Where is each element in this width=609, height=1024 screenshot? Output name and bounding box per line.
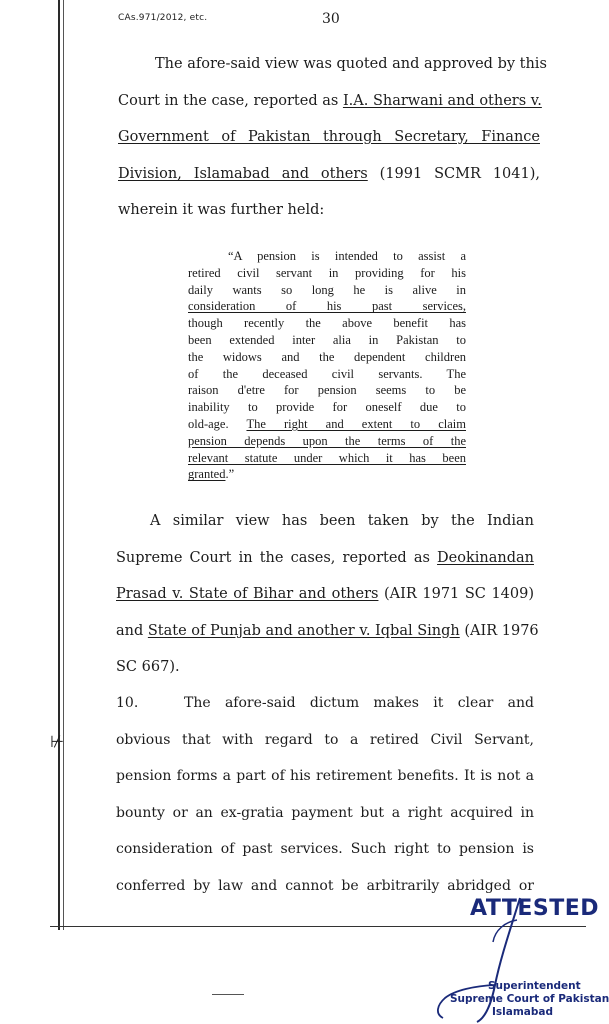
citation-sharwani: I.A. Sharwani and others v. — [342, 92, 542, 109]
para1-line-5: wherein it was further held: — [118, 202, 325, 218]
para1-line-1: The afore-said view was quoted and approved by this — [155, 56, 547, 72]
margin-tick-mark: ⊬ — [50, 732, 64, 751]
case-reference: CAs.971/2012, etc. — [118, 13, 208, 23]
para1-line-3: Government of Pakistan through Secretary, Finance — [118, 129, 540, 145]
paragraph-number: 10. — [116, 695, 139, 711]
margin-line — [58, 0, 60, 930]
footer-dash — [212, 994, 244, 995]
paragraph-1 — [118, 46, 547, 229]
officer-stamp: Superintendent Supreme Court of Pakistan Islamabad — [450, 980, 609, 1018]
para1-line-2: Court in the case, reported as I.A. Sharwani and others v. — [118, 92, 542, 109]
paragraph-2: A similar view has been taken by the Indian Supreme Court in the cases, reported as Deokinandan Prasad v. State of Bihar and others (AIR 1971 SC 1409) and State of Punjab and another v. Iqbal Singh (AIR 1976 SC 667). — [116, 513, 539, 675]
margin-line-inner — [63, 0, 64, 930]
paragraph-10: 10. The afore-said dictum makes it clear and obvious that with regard to a retired Civil Servant, pension forms a part of his retirement benefits. It is not a bounty or an ex-gratia payment but a right acquired in consideration of past services. Such right to pension is conferred by law and cannot be arbitrarily abridged or — [116, 685, 534, 904]
page-number: 30 — [322, 11, 340, 27]
block-quote: “A pension is intended to assist a retired civil servant in providing for his daily wants so long he is alive in consideration of his past services, though recently the above benefit has been extended inter alia in Pakistan to the widows and the dependent children of the deceased civil servants. The raison d'etre for pension seems to be inability to provide for oneself due to old-age. The right and extent to claim pension depends upon the terms of the relevant statute under which it has been granted.” — [188, 249, 466, 482]
para1-line-4: Division, Islamabad and others (1991 SCMR 1041), — [118, 165, 540, 182]
attested-stamp: ATTESTED — [470, 896, 600, 921]
